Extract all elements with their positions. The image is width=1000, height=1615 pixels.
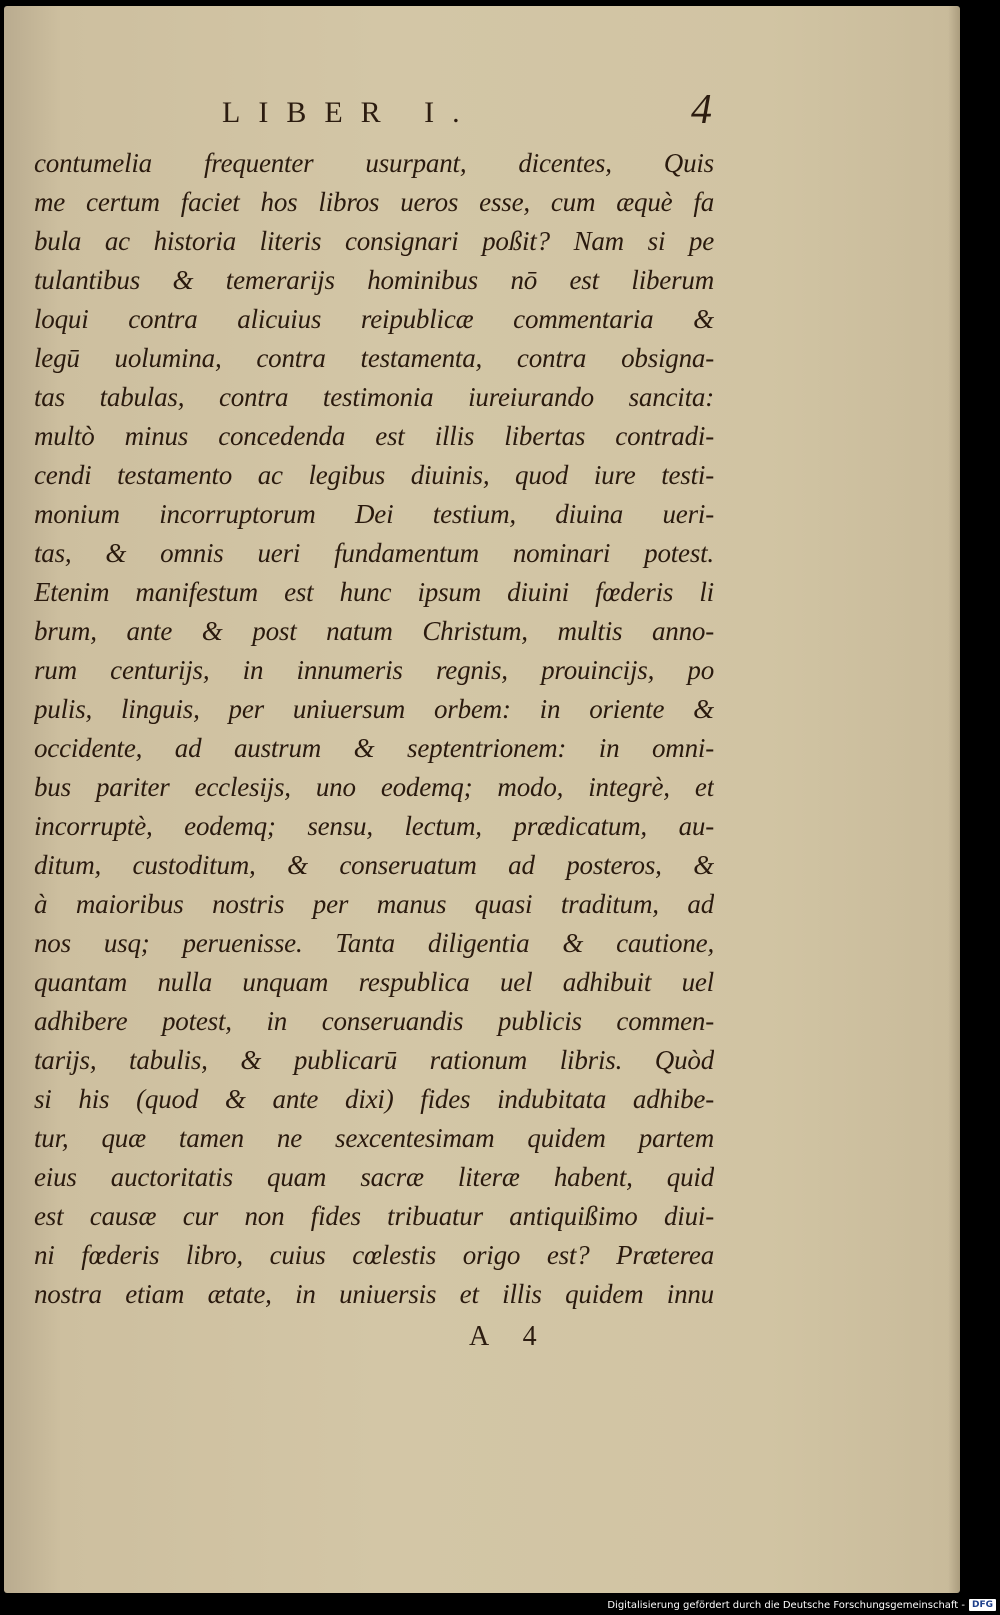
text-line: eius auctoritatis quam sacræ literæ habent, quid <box>34 1162 714 1192</box>
text-line: occidente, ad austrum & septentrionem: in omni- <box>34 733 714 763</box>
text-line: legū uolumina, contra testamenta, contra obsigna- <box>34 343 714 373</box>
footer-credit: Digitalisierung gefördert durch die Deutsche Forschungsgemeinschaft - <box>607 1599 965 1611</box>
body-text <box>34 144 714 1314</box>
text-line: ditum, custoditum, & conseruatum ad posteros, & <box>34 850 714 880</box>
text-line: si his (quod & ante dixi) fides indubitata adhibe- <box>34 1084 714 1114</box>
dfg-logo-icon: DFG <box>969 1599 996 1611</box>
text-line: cendi testamento ac legibus diuinis, quod iure testi- <box>34 460 714 490</box>
text-line: rum centurijs, in innumeris regnis, prouincijs, po <box>34 655 714 685</box>
digitization-footer <box>607 1597 996 1613</box>
text-line: loqui contra alicuius reipublicæ commentaria & <box>34 304 714 334</box>
text-line: est causæ cur non fides tribuatur antiquißimo diui- <box>34 1201 714 1231</box>
text-line: multò minus concedenda est illis libertas contradi- <box>34 421 714 451</box>
text-line: Etenim manifestum est hunc ipsum diuini fœderis li <box>34 577 714 607</box>
text-line: tarijs, tabulis, & publicarū rationum libris. Quòd <box>34 1045 714 1075</box>
text-line: tas tabulas, contra testimonia iureiurando sancita: <box>34 382 714 412</box>
text-line: incorruptè, eodemq; sensu, lectum, prædicatum, au- <box>34 811 714 841</box>
running-title: LIBER I. <box>222 96 478 129</box>
text-line: brum, ante & post natum Christum, multis anno- <box>34 616 714 646</box>
text-line: monium incorruptorum Dei testium, diuina ueri- <box>34 499 714 529</box>
text-line: nos usq; peruenisse. Tanta diligentia & cautione, <box>34 928 714 958</box>
text-line: à maioribus nostris per manus quasi traditum, ad <box>34 889 714 919</box>
text-line: tas, & omnis ueri fundamentum nominari potest. <box>34 538 714 568</box>
signature-mark: A 4 <box>469 1321 551 1352</box>
text-line: adhibere potest, in conseruandis publicis commen- <box>34 1006 714 1036</box>
text-line: contumelia frequenter usurpant, dicentes, Quis <box>34 148 714 178</box>
text-line: pulis, linguis, per uniuersum orbem: in oriente & <box>34 694 714 724</box>
text-line: quantam nulla unquam respublica uel adhibuit uel <box>34 967 714 997</box>
text-line: tur, quæ tamen ne sexcentesimam quidem partem <box>34 1123 714 1153</box>
text-line: me certum faciet hos libros ueros esse, cum æquè fa <box>34 187 714 217</box>
text-line: bula ac historia literis consignari poßit? Nam si pe <box>34 226 714 256</box>
text-line: bus pariter ecclesijs, uno eodemq; modo, integrè, et <box>34 772 714 802</box>
text-line: tulantibus & temerarijs hominibus nō est liberum <box>34 265 714 295</box>
text-line: ni fœderis libro, cuius cœlestis origo est? Præterea <box>34 1240 714 1270</box>
page-number: 4 <box>691 87 712 133</box>
book-page <box>4 6 960 1593</box>
page-header <box>32 86 712 146</box>
text-line: nostra etiam ætate, in uniuersis et illis quidem innu <box>34 1279 714 1309</box>
